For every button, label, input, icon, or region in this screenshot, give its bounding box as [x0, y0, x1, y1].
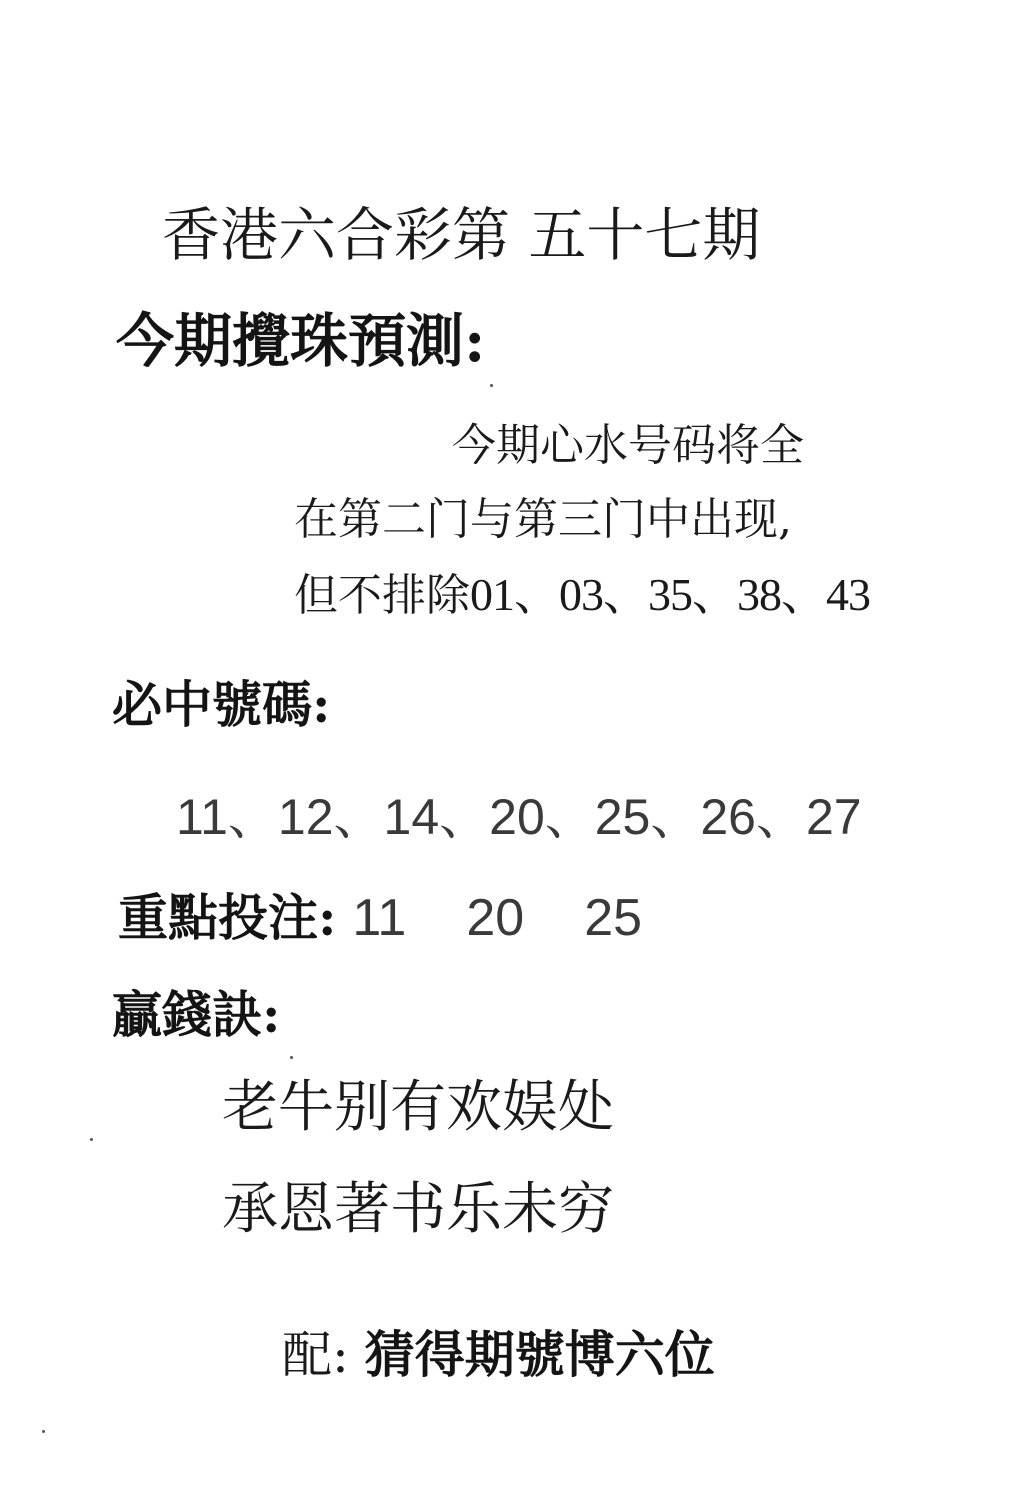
- prediction-line-1: 今期心水号码将全: [452, 420, 804, 471]
- page-title: 香港六合彩第 五十七期: [162, 201, 761, 269]
- match-label: 配:: [282, 1326, 349, 1384]
- must-hit-heading: 必中號碼:: [112, 675, 331, 734]
- win-formula-heading: 贏錢訣:: [112, 985, 281, 1044]
- prediction-heading: 今期攪珠預測:: [116, 307, 486, 375]
- focus-bet-number: 20: [466, 889, 525, 947]
- scan-speck: [90, 1138, 93, 1141]
- match-text: 猜得期號博六位: [364, 1325, 715, 1384]
- scan-speck: [290, 1056, 293, 1059]
- excluded-numbers: 01、03、35、38、43: [470, 569, 870, 620]
- focus-bet-number: 11: [352, 889, 407, 947]
- focus-bet-row: [118, 888, 702, 947]
- scan-speck: [490, 384, 493, 387]
- focus-bet-label: 重點投注:: [118, 888, 337, 947]
- focus-bet-number: 25: [584, 889, 643, 947]
- must-hit-numbers: 11、12、14、20、25、26、27: [176, 789, 862, 845]
- scan-speck: [42, 1430, 45, 1433]
- prediction-line-3: [294, 569, 870, 621]
- prediction-line-2: 在第二门与第三门中出现,: [294, 494, 792, 545]
- poem-line-2: 承恩著书乐未穷: [222, 1177, 614, 1242]
- prediction-line-3-prefix: 但不排除: [294, 570, 470, 621]
- match-row: [282, 1325, 715, 1384]
- focus-bet-numbers: [352, 889, 702, 947]
- poem-line-1: 老牛别有欢娱处: [222, 1075, 614, 1140]
